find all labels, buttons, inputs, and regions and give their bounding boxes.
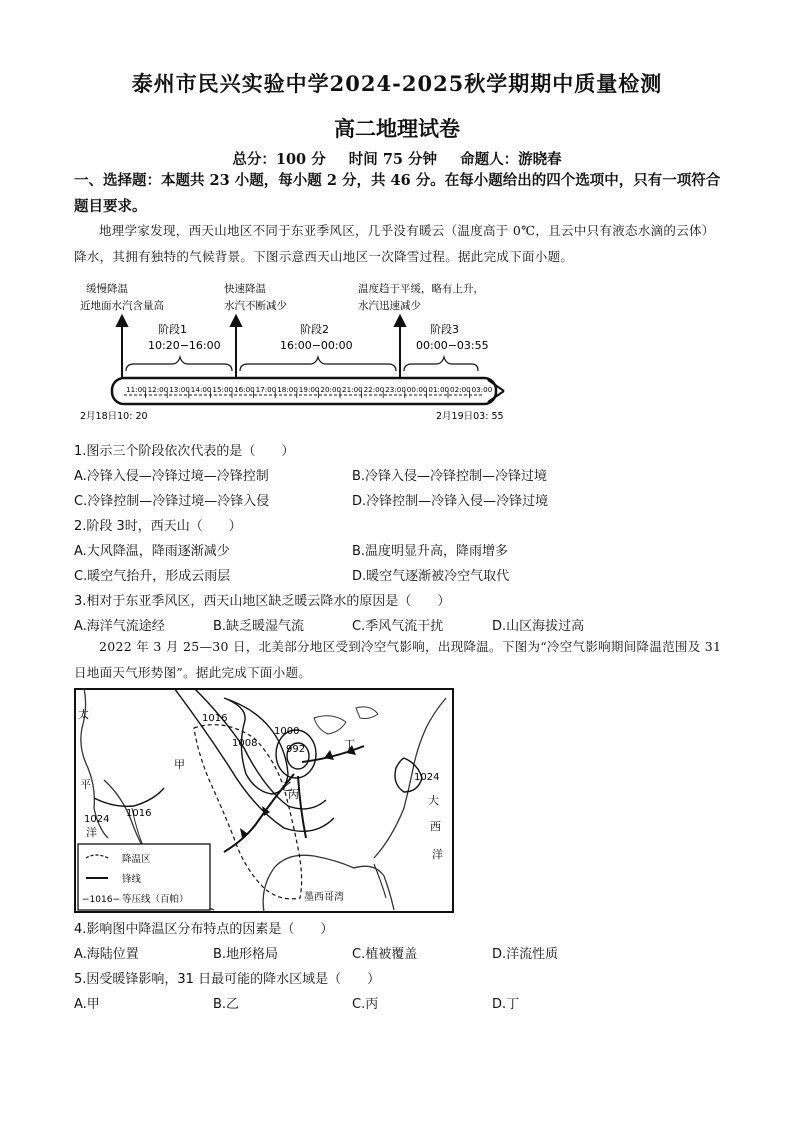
section-instruction: 一、选择题：本题共 23 小题，每小题 2 分，共 46 分。在每小题给出的四个选项中，只有一项符合题目要求。 — [74, 172, 721, 215]
question-5-option-c[interactable]: C.丙 — [352, 997, 379, 1012]
timeline-tick-label: 15:00 — [212, 385, 234, 394]
north-america-weather-map — [74, 688, 454, 913]
legend-isobar: 等压线（百帕） — [122, 894, 189, 905]
place-bing: 丙 — [288, 788, 299, 801]
stage2-desc-line2: 水汽不断减少 — [224, 300, 287, 312]
stage1-desc-line1: 缓慢降温 — [86, 283, 128, 295]
timeline-tick-label: 14:00 — [190, 385, 212, 394]
legend-isobar-sample: −1016− — [82, 895, 120, 905]
stage2-name: 阶段2 — [300, 323, 329, 336]
exam-meta — [0, 148, 794, 169]
timeline-tick-label: 20:00 — [320, 385, 342, 394]
exam-subtitle: 高二地理试卷 — [334, 116, 460, 141]
stage3-desc-line1: 温度趋于平缓，略有上升， — [358, 283, 484, 295]
isobar-label-1024-a: 1024 — [84, 814, 110, 825]
stage3-desc-line2: 水汽迅速减少 — [358, 300, 421, 312]
question-1-option-c[interactable]: C.冷锋控制—冷锋过境—冷锋入侵 — [74, 494, 270, 509]
question-2-stem: 2.阶段 3时，西天山（ ） — [74, 519, 242, 534]
timeline-tick-label: 16:00 — [234, 385, 255, 394]
timeline-tick-label: 17:00 — [255, 385, 277, 394]
place-jia: 甲 — [174, 758, 185, 771]
pacific-char-3: 洋 — [86, 826, 97, 839]
question-2-option-c[interactable]: C.暖空气抬升，形成云雨层 — [74, 569, 231, 584]
gulf-label: 墨西哥湾 — [304, 892, 344, 903]
timeline-end-label: 2月19日03: 55 — [436, 411, 504, 422]
timeline-tick-label: 19:00 — [298, 385, 320, 394]
legend-cooling: 降温区 — [122, 854, 151, 865]
timeline-tick-label: 12:00 — [147, 385, 169, 394]
question-1-option-d[interactable]: D.冷锋控制—冷锋入侵—冷锋过境 — [352, 494, 549, 509]
timeline-tick-label: 02:00 — [450, 385, 471, 394]
timeline-tick-label: 00:00 — [406, 385, 428, 394]
question-3-option-b[interactable]: B.缺乏暖湿气流 — [213, 619, 305, 634]
question-3-option-a[interactable]: A.海洋气流途经 — [74, 619, 165, 634]
timeline-tick-label: 11:00 — [126, 385, 147, 394]
stage2-time: 16:00−00:00 — [280, 339, 353, 352]
question-3-option-d[interactable]: D.山区海拔过高 — [492, 619, 585, 634]
exam-time: 时间 75 分钟 — [348, 151, 438, 168]
exam-title: 泰州市民兴实验中学2024-2025秋学期期中质量检测 — [131, 71, 663, 96]
place-yi: 乙 — [282, 780, 293, 793]
passage-2: 2022 年 3 月 25—30 日，北美部分地区受到冷空气影响，出现降温。下图为“冷空气影响期间降温范围及 31 日地面天气形势图”。据此完成下面小题。 — [74, 639, 722, 680]
question-5-option-b[interactable]: B.乙 — [213, 997, 240, 1012]
question-5-option-d[interactable]: D.丁 — [492, 997, 520, 1012]
question-5-stem: 5.因受暖锋影响，31 日最可能的降水区域是（ ） — [74, 972, 381, 987]
passage-1: 地理学家发现，西天山地区不同于东亚季风区，几乎没有暖云（温度高于 0℃，且云中只有液态水滴的云体）降水，其拥有独特的气候背景。下图示意西天山地区一次降雪过程。据此完成下面小题。 — [74, 223, 715, 264]
isobar-label-992: 992 — [286, 744, 306, 755]
timeline-tick-label: 13:00 — [169, 385, 190, 394]
question-4-option-d[interactable]: D.洋流性质 — [492, 947, 559, 962]
isobar-label-1016-a: 1016 — [202, 713, 228, 724]
pacific-char-2: 平 — [80, 778, 91, 791]
isobar-label-1024-b: 1024 — [414, 772, 440, 783]
exam-author: 命题人：游晓春 — [460, 151, 562, 168]
pacific-char-1: 太 — [78, 708, 89, 721]
total-score: 总分：100 分 — [232, 151, 326, 168]
question-4-option-b[interactable]: B.地形格局 — [213, 947, 279, 962]
question-2-option-b[interactable]: B.温度明显升高，降雨增多 — [352, 544, 509, 559]
place-ding: 丁 — [344, 738, 355, 751]
timeline-tick-label: 03:00 — [471, 385, 493, 394]
timeline-tick-label: 18:00 — [277, 385, 298, 394]
timeline-tick-label: 22:00 — [363, 385, 385, 394]
question-2-option-d[interactable]: D.暖空气逐渐被冷空气取代 — [352, 569, 510, 584]
question-1-option-b[interactable]: B.冷锋入侵—冷锋控制—冷锋过境 — [352, 469, 548, 484]
question-4-option-a[interactable]: A.海陆位置 — [74, 947, 139, 962]
stage2-desc-line1: 快速降温 — [224, 283, 266, 295]
atlantic-char-2: 西 — [430, 820, 441, 833]
question-4-stem: 4.影响图中降温区分布特点的因素是（ ） — [74, 922, 334, 937]
question-1-stem: 1.图示三个阶段依次代表的是（ ） — [74, 444, 295, 459]
question-3-option-c[interactable]: C.季风气流干扰 — [352, 619, 444, 634]
timeline-start-label: 2月18日10: 20 — [80, 411, 148, 422]
stage1-name: 阶段1 — [158, 323, 187, 336]
stage3-name: 阶段3 — [430, 323, 459, 336]
question-2-option-a[interactable]: A.大风降温，降雨逐渐减少 — [74, 544, 230, 559]
atlantic-char-3: 洋 — [432, 848, 443, 861]
timeline-tick-label: 23:00 — [385, 385, 406, 394]
legend-front: 锋线 — [122, 874, 142, 885]
atlantic-char-1: 大 — [428, 794, 439, 807]
isobar-label-1016-b: 1016 — [126, 808, 152, 819]
map-legend — [78, 844, 210, 910]
timeline-tick-label: 21:00 — [342, 385, 363, 394]
stage1-time: 10:20−16:00 — [148, 339, 221, 352]
isobar-label-1000: 1000 — [274, 726, 300, 737]
question-1-option-a[interactable]: A.冷锋入侵—冷锋过境—冷锋控制 — [74, 469, 269, 484]
timeline-tick-label: 01:00 — [428, 385, 450, 394]
timeline-ticks — [126, 385, 493, 398]
question-3-stem: 3.相对于东亚季风区，西天山地区缺乏暖云降水的原因是（ ） — [74, 594, 451, 609]
question-5-option-a[interactable]: A.甲 — [74, 997, 100, 1012]
stage1-desc-line2: 近地面水汽含量高 — [80, 300, 164, 312]
stage3-time: 00:00−03:55 — [416, 339, 489, 352]
isobar-label-1008: 1008 — [232, 738, 258, 749]
question-4-option-c[interactable]: C.植被覆盖 — [352, 947, 418, 962]
snowfall-timeline-figure — [74, 278, 514, 423]
